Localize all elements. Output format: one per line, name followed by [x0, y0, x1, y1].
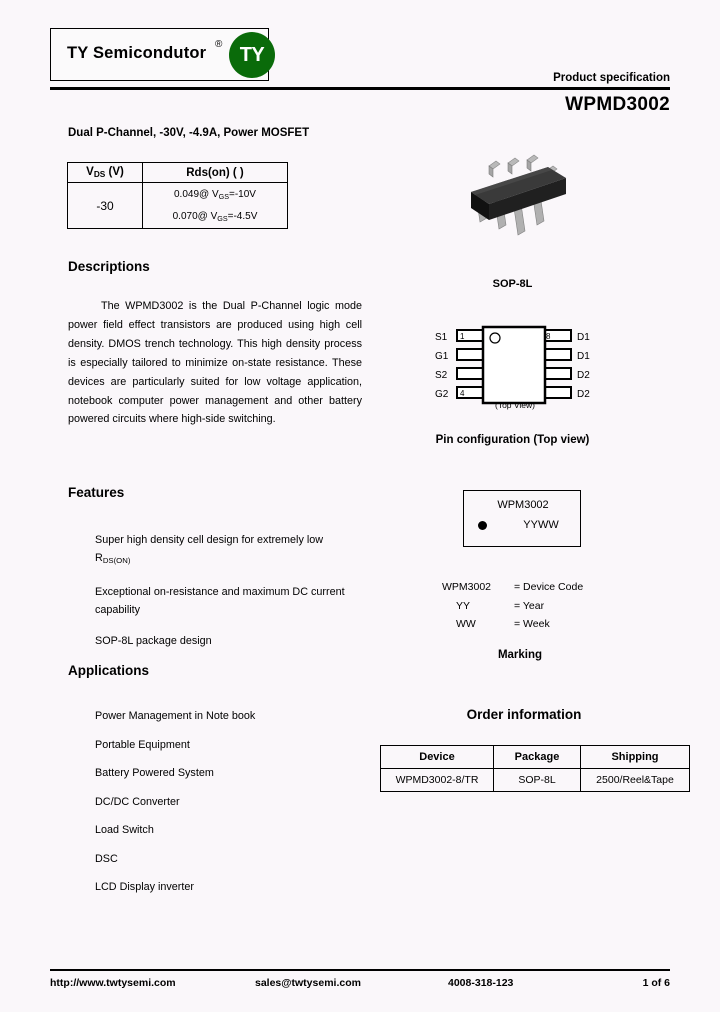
features-heading: Features	[68, 485, 125, 500]
table-header-row	[381, 746, 690, 769]
applications-list	[95, 710, 357, 910]
footer-email-link[interactable]: sales@twtysemi.com	[255, 977, 361, 989]
column-header-package: Package	[494, 746, 581, 769]
applications-heading: Applications	[68, 663, 150, 678]
column-header-device: Device	[381, 746, 494, 769]
pin-diagram-topview-label: (Top View)	[495, 400, 535, 410]
company-name-label: TY Semicondutor	[67, 44, 207, 62]
pin-configuration-caption: Pin configuration (Top view)	[435, 434, 590, 446]
descriptions-heading: Descriptions	[68, 259, 150, 274]
footer-divider	[50, 969, 670, 971]
marking-device-code: WPM3002	[497, 499, 549, 511]
product-specification-label: Product specification	[553, 72, 670, 84]
company-logo-box	[50, 28, 269, 81]
list-item: Load Switch	[95, 824, 154, 836]
list-item: SOP-8L package design	[95, 634, 212, 647]
descriptions-body: The WPMD3002 is the Dual P-Channel logic mode power field effect transistors are produced using high cell density. DMOS trench technology. This high density process is especially tailored to minimize on-state resistance. These devices are particularly suited for low voltage application, notebook computer power management and other battery powered circuits where high-side switching.	[68, 300, 362, 426]
column-header-vds: $V_{DS}$ (V)	[68, 163, 143, 183]
pin-label-d1-a: D1	[577, 332, 590, 343]
list-item: Power Management in Note book	[95, 710, 256, 722]
list-item: Super high density cell design for extremely low $R_{DS(ON)}$	[95, 534, 324, 565]
pin-label-d2-b: D2	[577, 389, 590, 400]
pin-label-g2: G2	[435, 389, 449, 400]
list-item: LCD Display inverter	[95, 881, 195, 893]
marking-datecode: YYWW	[523, 519, 559, 531]
device-subtitle: Dual P-Channel, -30V, -4.9A, Power MOSFET	[68, 127, 310, 139]
legend-row: YY = Year	[456, 599, 545, 612]
vds-rds-table	[67, 162, 288, 229]
list-item: Exceptional on-resistance and maximum DC current capability	[95, 585, 345, 616]
table-row	[381, 769, 690, 792]
cell-shipping: 2500/Reel&Tape	[581, 769, 690, 792]
features-list	[95, 531, 357, 663]
cell-device: WPMD3002-8/TR	[381, 769, 494, 792]
list-item: Battery Powered System	[95, 767, 214, 779]
header-divider	[50, 87, 670, 90]
pin-label-g1: G1	[435, 351, 449, 362]
pin-number-1: 1	[460, 332, 465, 341]
column-header-shipping: Shipping	[581, 746, 690, 769]
list-item: DSC	[95, 852, 118, 865]
footer-phone: 4008-318-123	[448, 977, 514, 989]
marking-diagram-box	[463, 490, 581, 547]
table-header-row	[68, 163, 288, 183]
table-row	[68, 183, 288, 229]
order-information-table	[380, 745, 690, 792]
pin-label-s1: S1	[435, 332, 448, 343]
cell-rds-values	[143, 183, 288, 229]
rds-line-2: 0.070@ $V_{GS}=-4.5V$	[172, 210, 258, 223]
pin-label-d1-b: D1	[577, 351, 590, 362]
cell-vds-value: -30	[68, 183, 143, 229]
package-photo-caption: SOP-8L	[492, 278, 533, 290]
list-item: Portable Equipment	[95, 738, 190, 751]
page-footer	[50, 977, 670, 993]
registered-trademark-icon: ®	[215, 39, 223, 50]
order-information-title: Order information	[466, 707, 582, 722]
ty-logo-icon: TY	[229, 32, 275, 78]
sop8l-package-photo	[455, 150, 575, 258]
cell-package: SOP-8L	[494, 769, 581, 792]
pin-label-s2: S2	[435, 370, 448, 381]
marking-legend	[442, 578, 583, 634]
legend-row: WPM3002 = Device Code	[442, 581, 584, 593]
marking-caption: Marking	[497, 649, 543, 661]
footer-page-number: 1 of 6	[642, 977, 670, 989]
rds-line-1: 0.049@ $V_{GS}=-10V$	[174, 188, 256, 201]
footer-website-link[interactable]: http://www.twtysemi.com	[50, 977, 176, 989]
pin-number-4: 4	[460, 389, 465, 398]
legend-row: WW = Week	[456, 618, 550, 630]
page-title: WPMD3002	[565, 94, 670, 115]
column-header-rds: Rds(on) ( )	[143, 163, 288, 183]
pin-label-d2-a: D2	[577, 370, 590, 381]
pin-number-8: 8	[546, 332, 551, 341]
list-item: DC/DC Converter	[95, 795, 180, 808]
